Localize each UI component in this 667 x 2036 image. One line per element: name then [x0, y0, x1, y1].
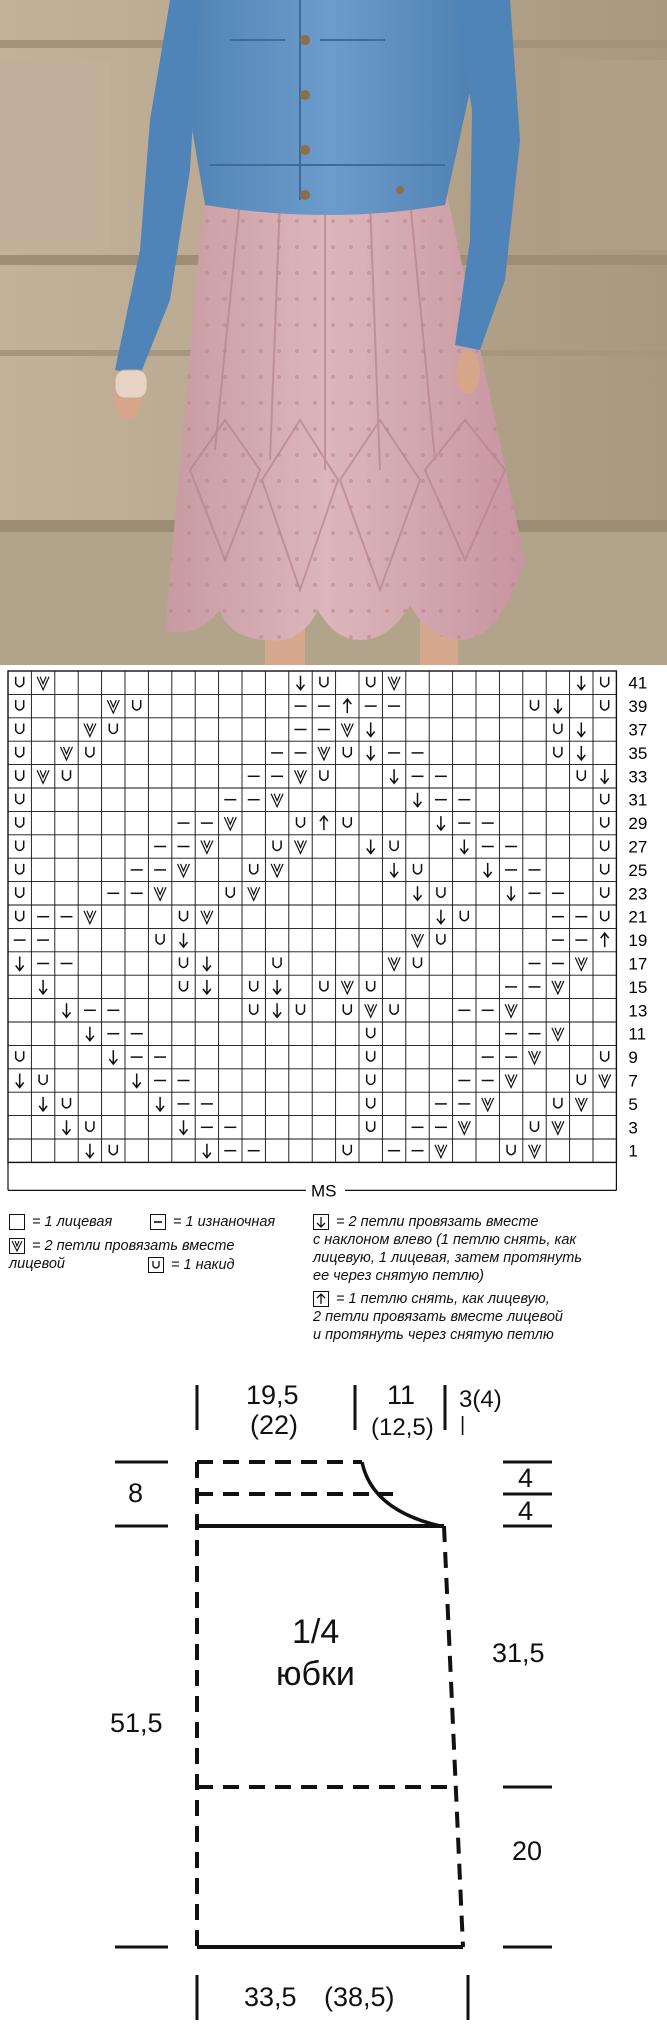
row-number: 9: [628, 1048, 638, 1068]
dim-height-right-1: 4: [518, 1463, 534, 1493]
row-number: 27: [628, 837, 648, 857]
row-number: 17: [628, 954, 648, 974]
dim-bottom-width-alt: (38,5): [324, 1982, 395, 2012]
dim-top-width-b-alt: (12,5): [371, 1414, 434, 1441]
model-photo: [0, 0, 667, 665]
legend-dec-1: = 1 петлю снять, как лицевую,: [336, 1291, 550, 1307]
dim-height-left-top: 8: [128, 1478, 144, 1508]
dim-top-width-a-alt: (22): [250, 1410, 299, 1440]
dim-height-lower: 20: [512, 1836, 543, 1866]
dim-height-upper: 31,5: [492, 1638, 545, 1668]
row-number: 33: [628, 767, 648, 787]
knit-symbol: [9, 1214, 25, 1230]
photo-illustration: [0, 0, 667, 665]
purl-symbol: [150, 1214, 166, 1230]
skirt-schematic: [0, 1360, 667, 2036]
dim-top-width-c: 3(4): [459, 1386, 502, 1413]
row-number: 11: [628, 1024, 647, 1044]
row-number: 41: [628, 673, 648, 693]
schematic-drawing: [0, 1360, 667, 2036]
knitting-chart: [0, 668, 667, 1208]
row-number: 13: [628, 1001, 648, 1021]
legend-ssk-1: = 2 петли провязать вместе: [336, 1214, 539, 1230]
dim-bottom-width: 33,5: [244, 1982, 297, 2012]
dim-height-right-2: 4: [518, 1496, 534, 1526]
legend-k2tog-1: = 2 петли провязать вместе: [32, 1238, 235, 1254]
legend-yarn-over: = 1 накид: [171, 1257, 235, 1273]
row-number: 1: [628, 1141, 638, 1161]
row-number: 5: [628, 1094, 638, 1114]
legend-ssk-2: с наклоном влево (1 петлю снять, как: [313, 1232, 577, 1248]
row-number: 15: [628, 977, 648, 997]
legend-ssk-4: ее через снятую петлю): [313, 1268, 484, 1284]
k2tog-symbol: [9, 1238, 25, 1254]
row-number: 21: [628, 907, 648, 927]
legend-ssk-3: лицевую, 1 лицевая, затем протянуть: [313, 1250, 582, 1266]
dim-top-width-b: 11: [387, 1380, 416, 1410]
piece-label-name: юбки: [276, 1655, 355, 1693]
legend-dec-3: и протянуть через снятую петлю: [313, 1327, 554, 1343]
legend-knit: = 1 лицевая: [32, 1214, 113, 1230]
yarn-over-symbol: [148, 1257, 164, 1273]
piece-label-fraction: 1/4: [292, 1613, 340, 1651]
legend-dec-2: 2 петли провязать вместе лицевой: [313, 1309, 563, 1325]
row-number: 23: [628, 884, 648, 904]
row-number: 7: [628, 1071, 638, 1091]
legend-k2tog-2: лицевой: [9, 1256, 65, 1272]
legend-purl: = 1 изнаночная: [173, 1214, 276, 1230]
row-number: 35: [628, 743, 648, 763]
dim-top-width-c-tick: |: [460, 1414, 466, 1436]
row-number: 37: [628, 720, 648, 740]
row-number: 19: [628, 931, 648, 951]
ssk-symbol: [313, 1214, 329, 1230]
double-decrease-symbol: [313, 1291, 329, 1307]
chart-grid: [0, 668, 667, 1208]
row-number: 25: [628, 860, 648, 880]
dim-height-total: 51,5: [110, 1708, 163, 1738]
row-number: 29: [628, 814, 648, 834]
row-number: 3: [628, 1118, 638, 1138]
ms-label: MS: [311, 1181, 337, 1201]
chart-legend: [0, 1210, 667, 1360]
row-number: 31: [628, 790, 648, 810]
row-number: 39: [628, 697, 648, 717]
dim-top-width-a: 19,5: [246, 1380, 299, 1410]
